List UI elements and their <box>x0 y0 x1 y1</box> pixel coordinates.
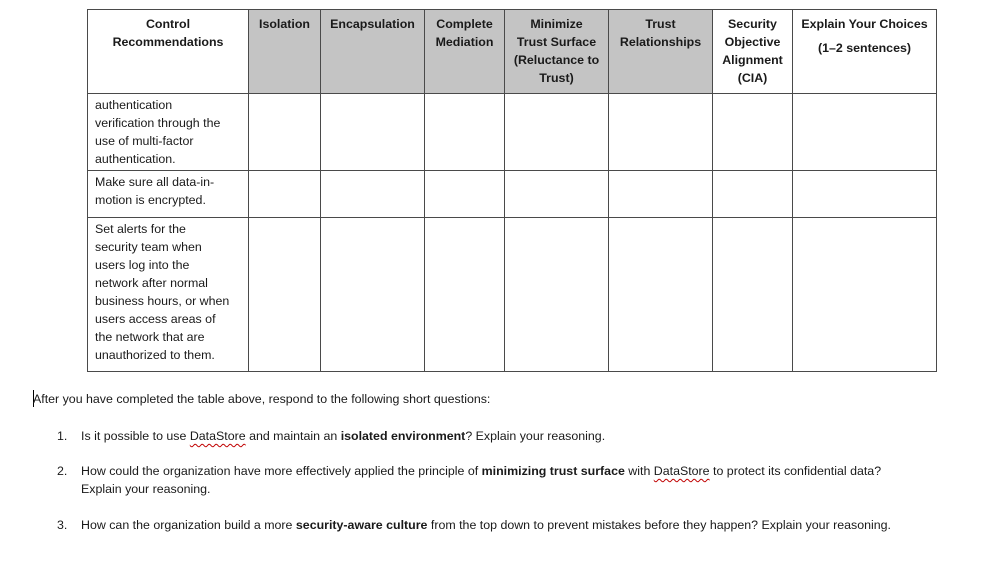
question-number: 2. <box>57 464 68 478</box>
isolation-cell[interactable] <box>249 94 321 171</box>
minimize-trust-surface-cell[interactable] <box>505 94 609 171</box>
questions-intro: After you have completed the table above, respond to the following short questions: <box>33 392 491 406</box>
table-header-row <box>88 10 937 94</box>
encapsulation-cell[interactable] <box>321 94 425 171</box>
control-recommendation-cell: Set alerts for the security team when users log into the network after normal business hours, or when users access areas of the network that are unauthorized to them. <box>88 218 249 372</box>
control-recommendation-cell: authentication verification through the use of multi-factor authentication. <box>88 94 249 171</box>
spellcheck-term[interactable]: DataStore <box>189 429 246 443</box>
isolation-cell[interactable] <box>249 171 321 218</box>
minimize-trust-surface-cell[interactable] <box>505 171 609 218</box>
header-explain-choices: Explain Your Choices (1–2 sentences) <box>793 10 937 94</box>
explain-choices-cell[interactable] <box>793 171 937 218</box>
security-objective-cell[interactable] <box>713 171 793 218</box>
security-objective-cell[interactable] <box>713 218 793 372</box>
question-number: 3. <box>57 518 68 532</box>
spellcheck-term[interactable]: DataStore <box>653 464 710 478</box>
question-number: 1. <box>57 429 68 443</box>
security-objective-cell[interactable] <box>713 94 793 171</box>
header-trust-relationships: Trust Relationships <box>609 10 713 94</box>
control-recommendation-cell: Make sure all data-in- motion is encrypted. <box>88 171 249 218</box>
recommendations-table <box>87 9 937 372</box>
trust-relationships-cell[interactable] <box>609 171 713 218</box>
complete-mediation-cell[interactable] <box>425 218 505 372</box>
header-security-objective-alignment: Security Objective Alignment (CIA) <box>713 10 793 94</box>
minimize-trust-surface-cell[interactable] <box>505 218 609 372</box>
explain-choices-cell[interactable] <box>793 218 937 372</box>
header-control-recommendations: Control Recommendations <box>88 10 249 94</box>
complete-mediation-cell[interactable] <box>425 94 505 171</box>
question-text: How can the organization build a more security-aware culture from the top down to prevent mistakes before they happen? Explain your reasoning. <box>81 518 892 532</box>
header-encapsulation: Encapsulation <box>321 10 425 94</box>
table-row <box>88 171 937 218</box>
question-text: Is it possible to use DataStore and maintain an isolated environment? Explain your reasoning. <box>81 429 606 443</box>
encapsulation-cell[interactable] <box>321 171 425 218</box>
trust-relationships-cell[interactable] <box>609 218 713 372</box>
header-complete-mediation: Complete Mediation <box>425 10 505 94</box>
header-isolation: Isolation <box>249 10 321 94</box>
isolation-cell[interactable] <box>249 218 321 372</box>
header-minimize-trust-surface: Minimize Trust Surface (Reluctance to Trust) <box>505 10 609 94</box>
table-row <box>88 218 937 372</box>
table-row <box>88 94 937 171</box>
encapsulation-cell[interactable] <box>321 218 425 372</box>
question-text: How could the organization have more effectively applied the principle of minimizing trust surface with DataStore to protect its confidential data? Explain your reasoning. <box>81 464 882 496</box>
trust-relationships-cell[interactable] <box>609 94 713 171</box>
explain-choices-cell[interactable] <box>793 94 937 171</box>
complete-mediation-cell[interactable] <box>425 171 505 218</box>
